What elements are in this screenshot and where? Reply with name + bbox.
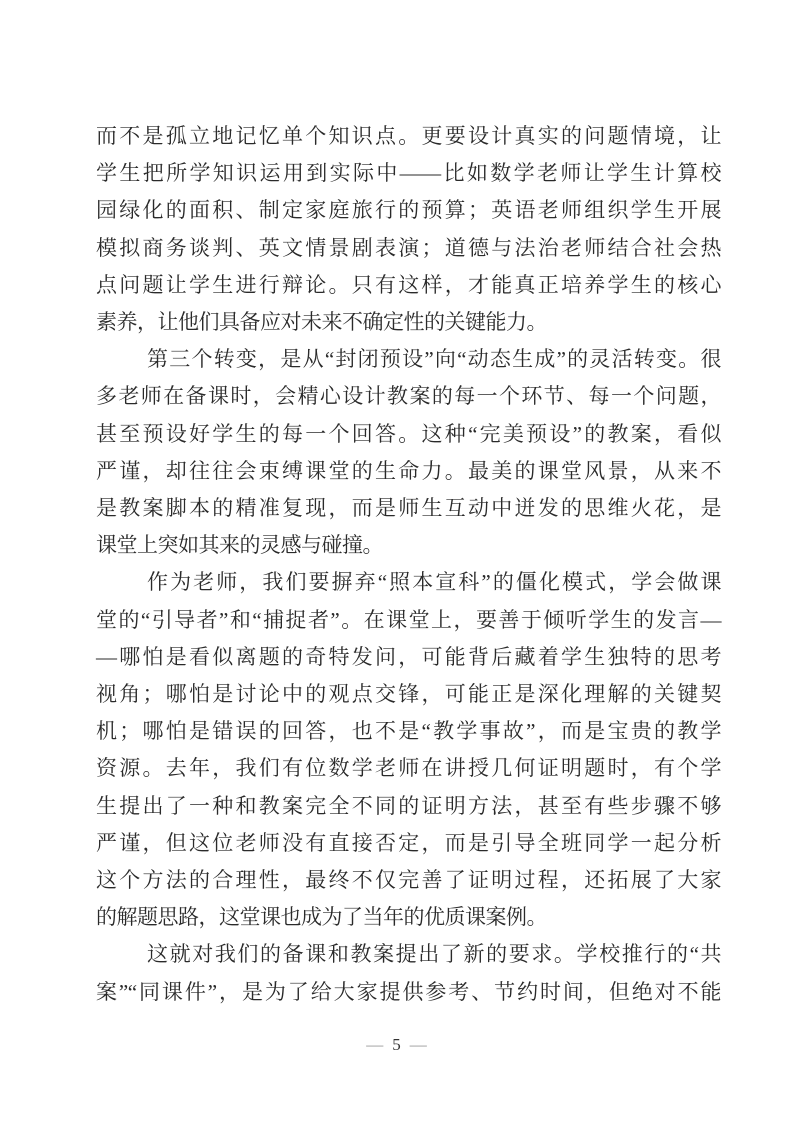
paragraph [96,118,721,341]
footer-dash-left: — [366,1035,384,1054]
paragraph [96,341,721,564]
paragraph [96,564,721,936]
text-line: 这个方法的合理性，最终不仅完善了证明过程，还拓展了大家 [96,868,721,893]
text-line: 的解题思路，这堂课也成为了当年的优质课案例。 [96,905,547,930]
text-line: 模拟商务谈判、英文情景剧表演；道德与法治老师结合社会热 [96,235,721,260]
text-line: 作为老师，我们要摒弃“照本宣科”的僵化模式，学会做课 [147,570,721,595]
text-line: 严谨，却往往会束缚课堂的生命力。最美的课堂风景，从来不 [96,458,721,483]
text-line: 第三个转变，是从“封闭预设”向“动态生成”的灵活转变。很 [147,347,721,372]
page-number-footer [0,1035,793,1055]
text-line: 甚至预设好学生的每一个回答。这种“完美预设”的教案，看似 [96,421,721,446]
text-line: —哪怕是看似离题的奇特发问，可能背后藏着学生独特的思考 [96,644,721,669]
text-line: 资源。去年，我们有位数学老师在讲授几何证明题时，有个学 [96,756,721,781]
text-line: 学生把所学知识运用到实际中——比如数学老师让学生计算校 [96,161,721,186]
footer-dash-right: — [409,1035,427,1054]
text-line: 堂的“引导者”和“捕捉者”。在课堂上，要善于倾听学生的发言— [96,607,721,632]
text-line: 素养，让他们具备应对未来不确定性的关键能力。 [96,310,547,335]
text-line: 点问题让学生进行辩论。只有这样，才能真正培养学生的核心 [96,272,721,297]
text-line: 而不是孤立地记忆单个知识点。更要设计真实的问题情境，让 [96,124,721,148]
text-line: 课堂上突如其来的灵感与碰撞。 [96,533,383,558]
text-line: 机；哪怕是错误的回答，也不是“教学事故”，而是宝贵的教学 [96,719,721,744]
text-line: 这就对我们的备课和教案提出了新的要求。学校推行的“共 [147,942,721,967]
text-line: 生提出了一种和教案完全不同的证明方法，甚至有些步骤不够 [96,793,721,818]
text-line: 多老师在备课时，会精心设计教案的每一个环节、每一个问题， [96,384,721,409]
document-body [96,118,721,1011]
text-line: 严谨，但这位老师没有直接否定，而是引导全班同学一起分析 [96,830,721,855]
footer-page-number: 5 [392,1035,401,1054]
text-line: 视角；哪怕是讨论中的观点交锋，可能正是深化理解的关键契 [96,682,721,707]
paragraph [96,936,721,1010]
text-line: 园绿化的面积、制定家庭旅行的预算；英语老师组织学生开展 [96,198,721,223]
text-line: 案”“同课件”，是为了给大家提供参考、节约时间，但绝对不能 [96,979,721,1004]
text-line: 是教案脚本的精准复现，而是师生互动中迸发的思维火花，是 [96,496,721,521]
